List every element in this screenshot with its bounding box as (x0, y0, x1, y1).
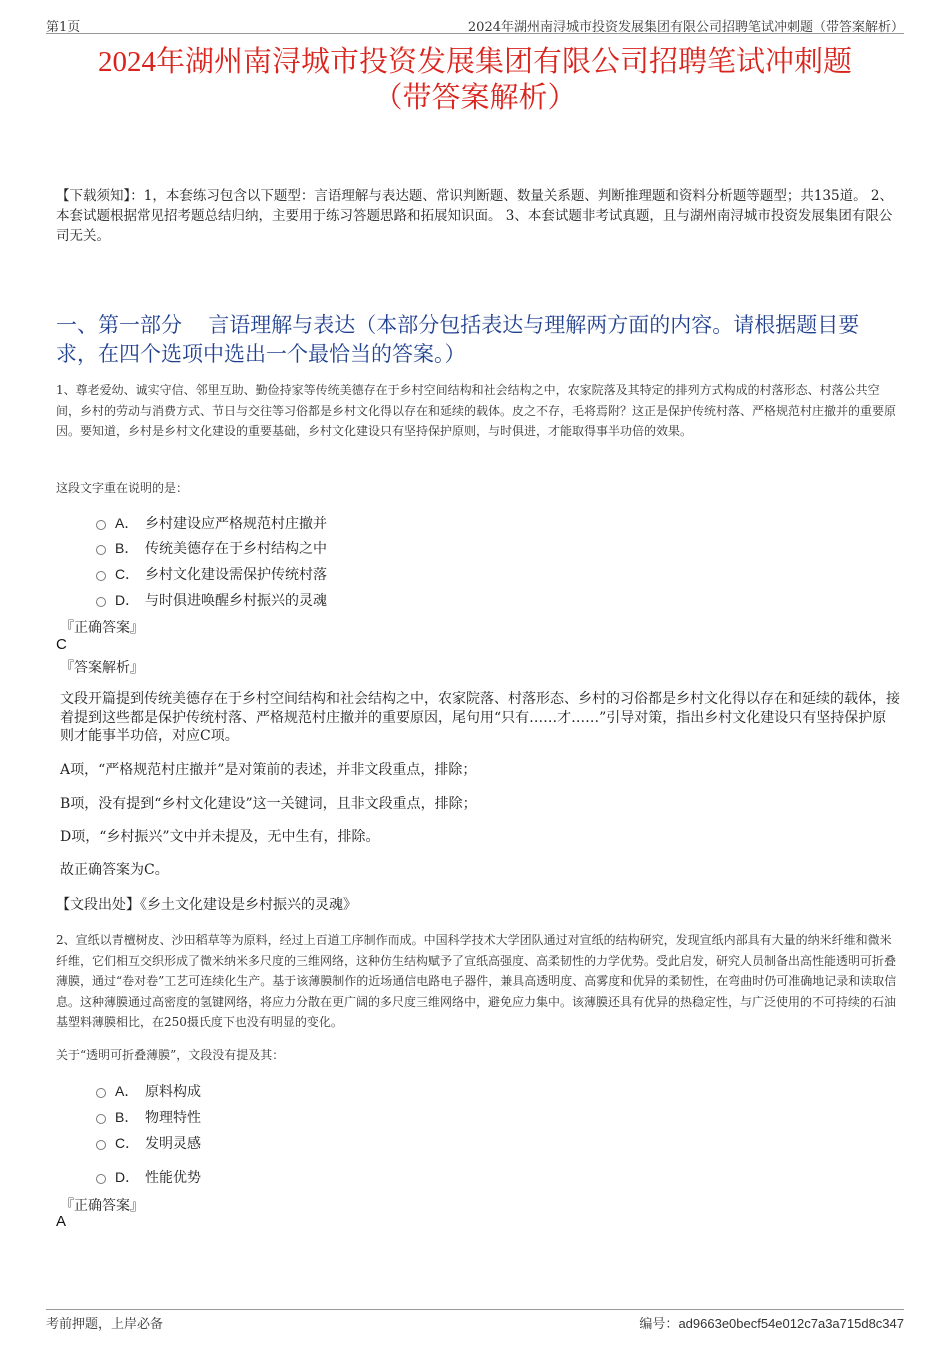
q1-analysis-d: D项，“乡村振兴”文中并未提及，无中生有，排除。 (60, 829, 380, 845)
download-notice: 【下载须知】：1，本套练习包含以下题型：言语理解与表达题、常识判断题、数量关系题、判断推理题和资料分析题等题型；共135道。 2、本套试题根据常见招考题总结归纳，主要用于练习答题思路和拓展知识面。 3、本套试题非考试真题，且与湖州南浔城市投资发展集团有限公司无关。 (56, 188, 893, 244)
header-doc-title: 2024年湖州南浔城市投资发展集团有限公司招聘笔试冲刺题（带答案解析） (467, 20, 904, 35)
q2-option-a[interactable] (96, 1081, 201, 1101)
option-letter: C． (115, 1135, 140, 1151)
question-2-text: 2、宣纸以青檀树皮、沙田稻草等为原料，经过上百道工序制作而成。中国科学技术大学团队通过对宣纸的结构研究，发现宣纸内部具有大量的纳米纤维和微米纤维，它们相互交织形成了微米纳米多尺度的三维网络，这种仿生结构赋予了宣纸高强度、高柔韧性的力学优势。受此启发，研究人员制备出高性能透明可折叠薄膜，通过“卷对卷”工艺可连续化生产。基于该薄膜制作的近场通信电路电子器件，兼具高透明度、高雾度和优异的柔韧性，在弯曲时仍可准确地记录和读取信息。这种薄膜通过高密度的氢键网络，将应力分散在更广阔的多尺度三维网络中，避免应力集中。该薄膜还具有优异的热稳定性，与广泛使用的不可持续的石油基塑料薄膜相比，在250摄氏度下也没有明显的变化。 (56, 933, 897, 1029)
option-text: 原料构成 (145, 1084, 201, 1100)
radio-icon[interactable] (96, 1140, 106, 1150)
radio-icon[interactable] (96, 1114, 106, 1124)
option-letter: A． (115, 1083, 139, 1099)
option-text: 性能优势 (145, 1170, 201, 1186)
footer-code-value: ad9663e0becf54e012c7a3a715d8c347 (678, 1316, 904, 1331)
header-divider (46, 33, 904, 34)
q2-option-b[interactable] (96, 1107, 201, 1127)
section-heading: 一、第一部分 言语理解与表达（本部分包括表达与理解两方面的内容。请根据题目要求，在四个选项中选出一个最恰当的答案。） (56, 313, 860, 366)
option-text: 发明灵感 (145, 1136, 201, 1152)
option-text: 乡村文化建设需保护传统村落 (145, 567, 327, 583)
question-2-prompt: 关于“透明可折叠薄膜”，文段没有提及其： (56, 1048, 285, 1062)
q1-analysis-label: 『答案解析』 (60, 660, 144, 676)
footer-divider (46, 1309, 904, 1310)
option-letter: C． (115, 566, 140, 582)
q1-option-a[interactable] (96, 513, 327, 533)
page-number: 第1页 (46, 20, 81, 35)
radio-icon[interactable] (96, 597, 106, 607)
option-text: 传统美德存在于乡村结构之中 (145, 541, 327, 557)
option-letter: D． (115, 1169, 140, 1185)
option-letter: A． (115, 515, 139, 531)
option-letter: D． (115, 592, 140, 608)
q1-option-b[interactable] (96, 538, 327, 558)
q1-source: 【文段出处】《乡土文化建设是乡村振兴的灵魂》 (56, 897, 357, 913)
q1-analysis-a: A项，“严格规范村庄撤并”是对策前的表述，并非文段重点，排除； (60, 762, 477, 778)
footer-code (639, 1313, 904, 1332)
q2-option-c[interactable] (96, 1133, 201, 1153)
q1-analysis-b: B项，没有提到“乡村文化建设”这一关键词，且非文段重点，排除； (60, 796, 477, 812)
option-text: 物理特性 (145, 1110, 201, 1126)
q1-answer-label: 『正确答案』 (60, 620, 144, 636)
radio-icon[interactable] (96, 520, 106, 530)
question-1-text: 1、尊老爱幼、诚实守信、邻里互助、勤俭持家等传统美德存在于乡村空间结构和社会结构之中，农家院落及其特定的排列方式构成的村落形态、村落公共空间，乡村的劳动与消费方式、节日与交往等习俗都是乡村文化得以存在和延续的载体。皮之不存，毛将焉附？这正是保护传统村落、严格规范村庄撤并的重要原因。要知道，乡村是乡村文化建设的重要基础，乡村文化建设只有坚持保护原则，与时俱进，才能取得事半功倍的效果。 (56, 383, 897, 438)
question-1-prompt: 这段文字重在说明的是： (56, 481, 189, 495)
radio-icon[interactable] (96, 571, 106, 581)
q2-option-d[interactable] (96, 1167, 201, 1187)
footer-code-label: 编号： (639, 1317, 679, 1332)
page-title-line1: 2024年湖州南浔城市投资发展集团有限公司招聘笔试冲刺题 (97, 46, 852, 78)
option-text: 乡村建设应严格规范村庄撤并 (145, 516, 327, 532)
option-letter: B． (115, 540, 139, 556)
q1-analysis-paragraph: 文段开篇提到传统美德存在于乡村空间结构和社会结构之中，农家院落、村落形态、乡村的习俗都是乡村文化得以存在和延续的载体，接着提到这些都是保护传统村落、严格规范村庄撤并的重要原因，尾句用“只有……才……”引导对策，指出乡村文化建设只有坚持保护原则才能事半功倍，对应C项。 (60, 691, 900, 744)
q1-answer-value: C (56, 636, 67, 653)
footer-slogan: 考前押题，上岸必备 (46, 1317, 164, 1332)
q2-answer-label: 『正确答案』 (60, 1198, 144, 1214)
radio-icon[interactable] (96, 1174, 106, 1184)
page-title-line2: （带答案解析） (373, 82, 577, 114)
q1-option-c[interactable] (96, 564, 327, 584)
option-letter: B． (115, 1109, 139, 1125)
option-text: 与时俱进唤醒乡村振兴的灵魂 (145, 593, 327, 609)
radio-icon[interactable] (96, 1088, 106, 1098)
q1-analysis-conclusion: 故正确答案为C。 (60, 862, 169, 878)
page-title (40, 44, 910, 116)
q1-option-d[interactable] (96, 590, 327, 610)
q2-answer-value: A (56, 1213, 67, 1230)
radio-icon[interactable] (96, 545, 106, 555)
